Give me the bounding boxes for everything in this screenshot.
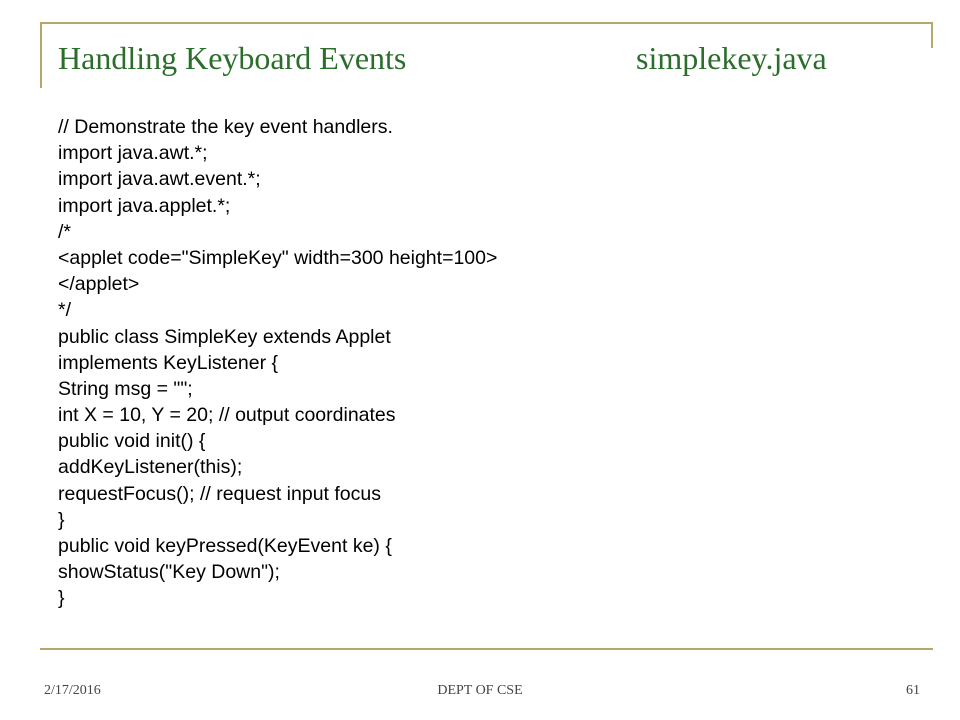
code-line: </applet>	[58, 273, 140, 296]
code-line: showStatus("Key Down");	[58, 561, 280, 584]
footer-department: DEPT OF CSE	[437, 683, 523, 698]
code-line: }	[58, 587, 65, 610]
code-line: }	[58, 508, 65, 531]
slide-subtitle-filename: simplekey.java	[636, 40, 827, 76]
footer-page-number: 61	[906, 683, 920, 698]
slide-title: Handling Keyboard Events	[58, 40, 407, 76]
code-line: requestFocus(); // request input focus	[58, 482, 381, 505]
code-line: addKeyListener(this);	[58, 456, 243, 479]
code-line: // Demonstrate the key event handlers.	[58, 116, 393, 138]
code-line: implements KeyListener {	[58, 351, 279, 374]
code-line: */	[58, 299, 72, 322]
code-line: int X = 10, Y = 20; // output coordinates	[58, 404, 396, 427]
code-block	[58, 114, 918, 612]
code-line: public void keyPressed(KeyEvent ke) {	[58, 535, 392, 557]
code-line: import java.awt.event.*;	[58, 168, 261, 191]
code-line: import java.awt.*;	[58, 142, 208, 165]
code-line: /*	[58, 220, 72, 243]
frame-bottom-rule	[40, 648, 933, 650]
code-line: public void init() {	[58, 430, 206, 453]
code-line: public class SimpleKey extends Applet	[58, 325, 391, 348]
footer-date: 2/17/2016	[44, 683, 101, 698]
code-line: import java.applet.*;	[58, 194, 231, 217]
code-line: String msg = "";	[58, 377, 193, 400]
frame-right-rule	[931, 22, 933, 48]
frame-left-rule	[40, 22, 42, 88]
frame-top-rule	[40, 22, 933, 24]
code-line: <applet code="SimpleKey" width=300 height=100>	[58, 246, 498, 269]
